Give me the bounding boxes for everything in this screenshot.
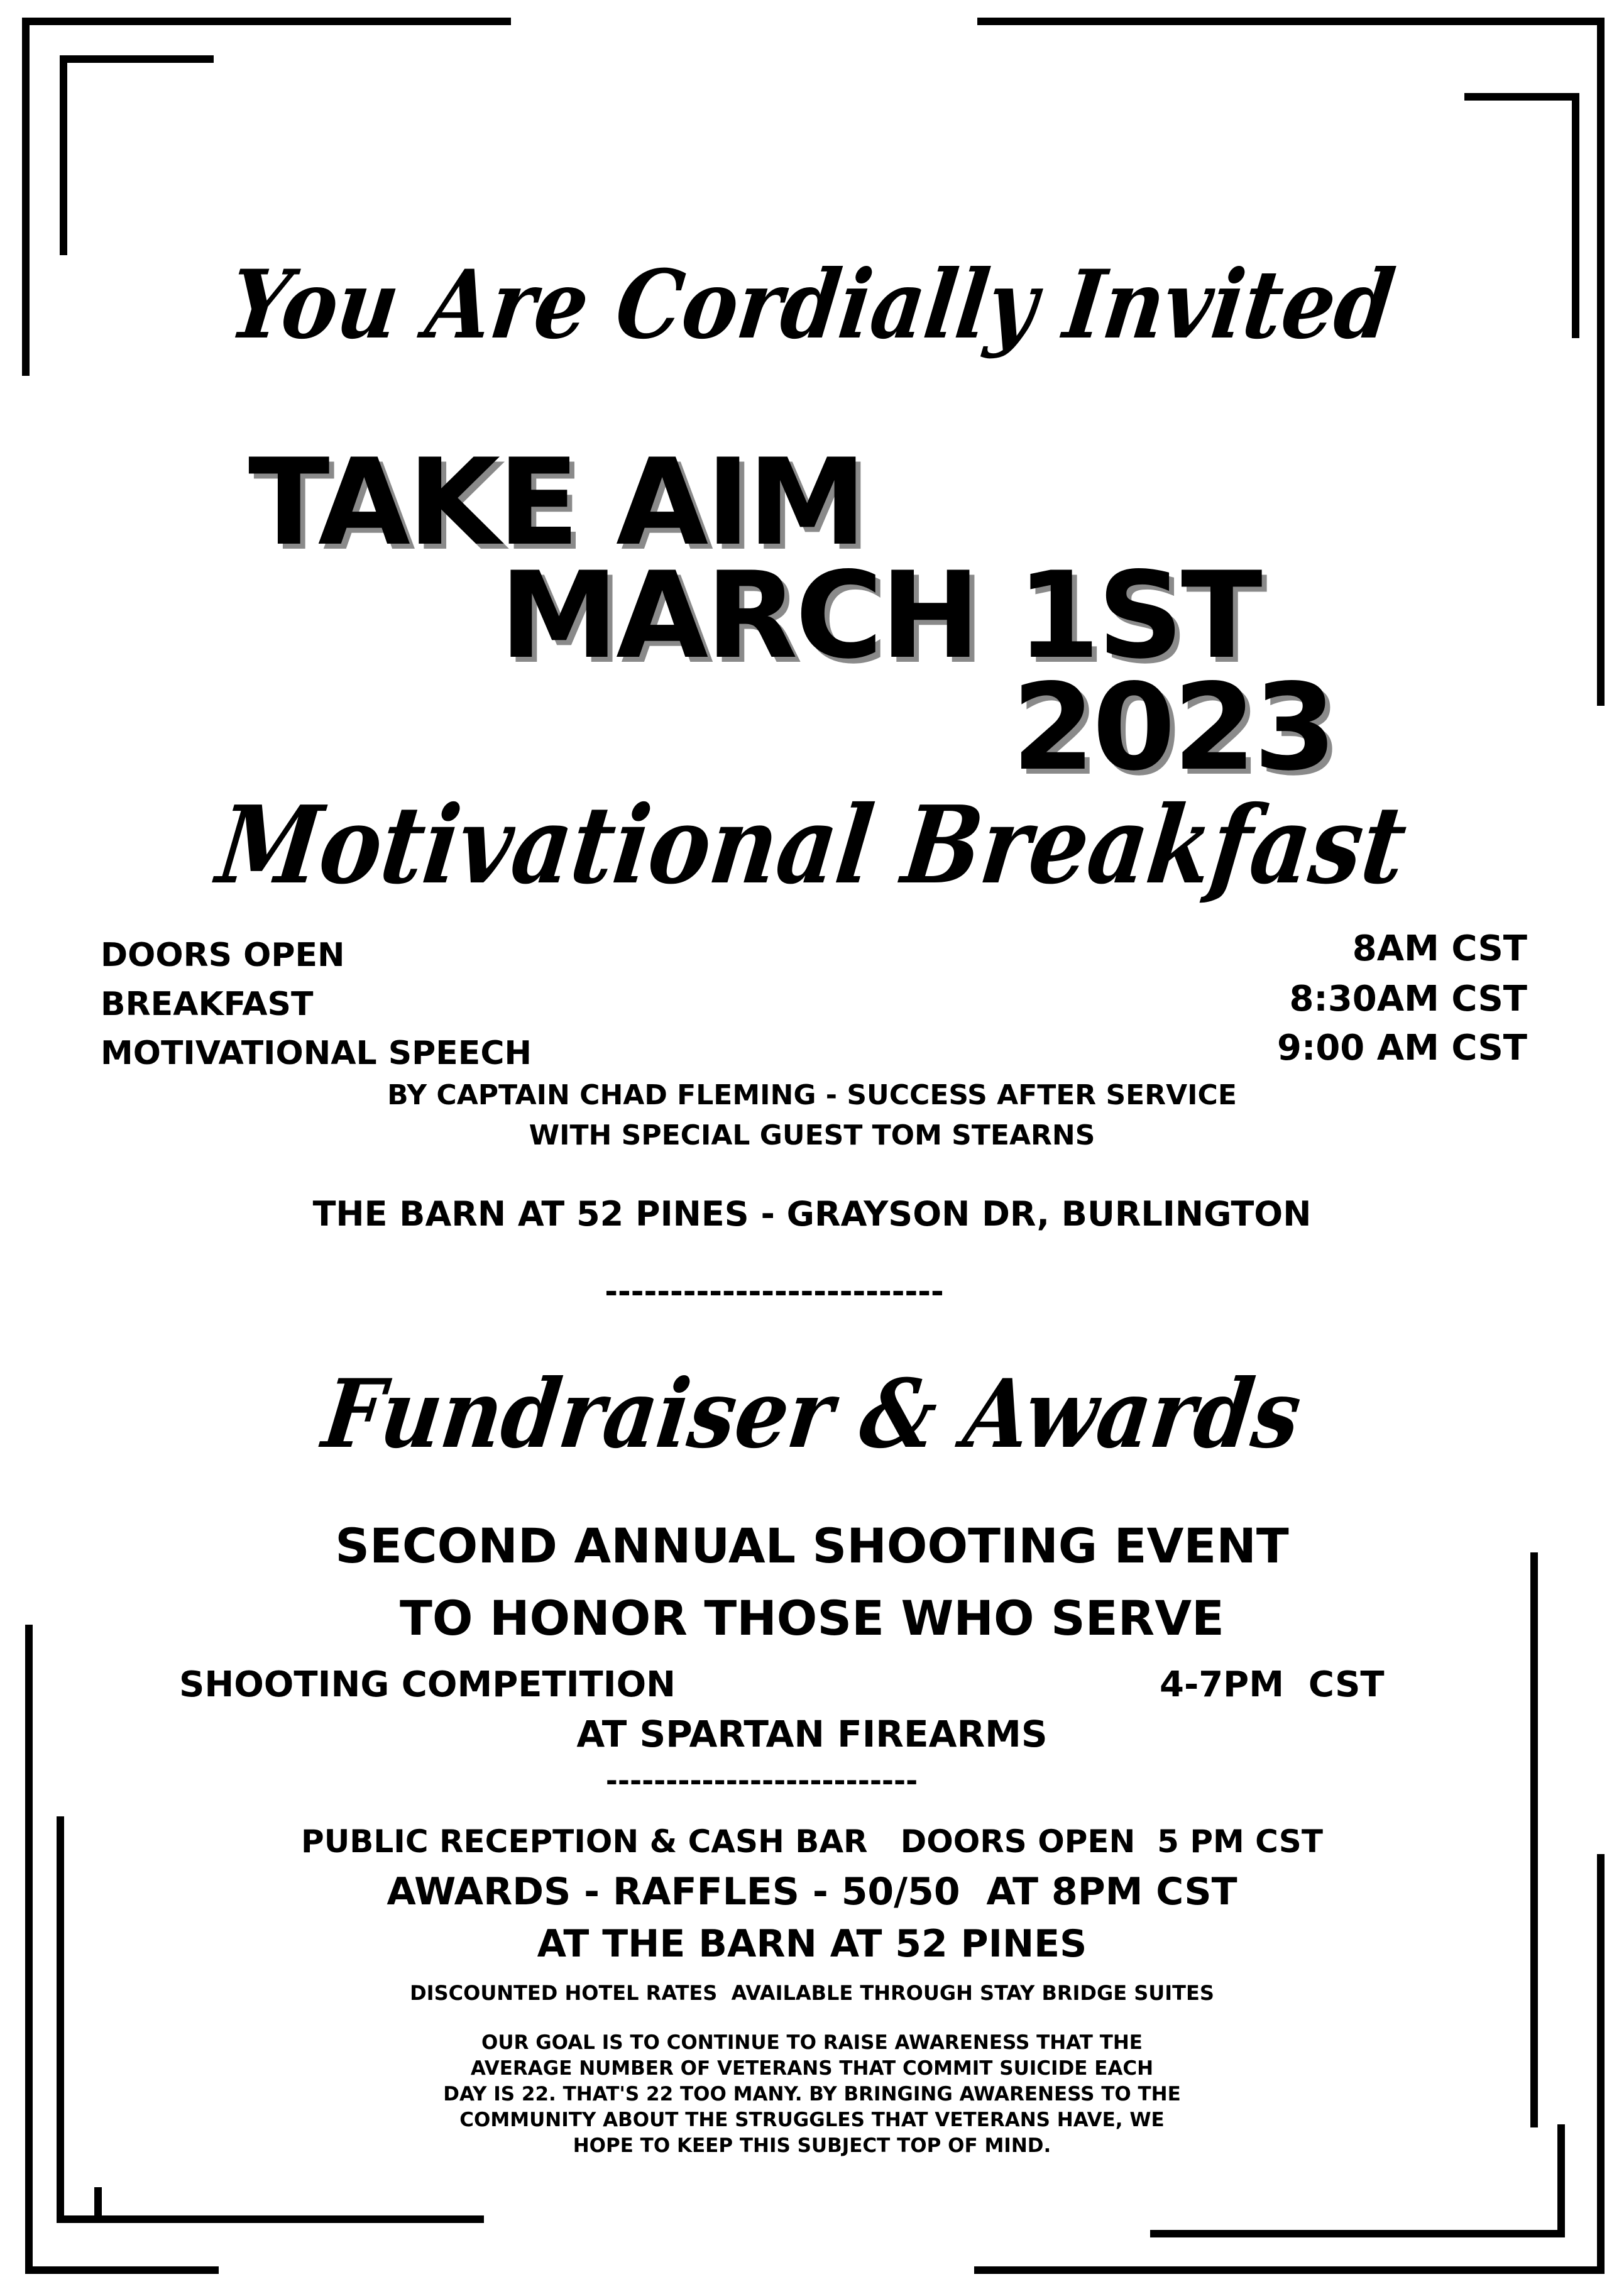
frame-line (1464, 93, 1579, 101)
goal-statement (0, 2030, 1624, 2159)
goal-line: DAY IS 22. THAT'S 22 TOO MANY. BY BRINGING AWARENESS TO THE (443, 2083, 1181, 2105)
title-line-3: 2023 (1012, 658, 1334, 797)
schedule-time-breakfast: 8:30AM CST (1289, 979, 1527, 1019)
frame-line (974, 2266, 1605, 2274)
competition-location: AT SPARTAN FIREARMS (576, 1713, 1048, 1755)
event-line-2: TO HONOR THOSE WHO SERVE (400, 1590, 1224, 1646)
breakfast-venue: THE BARN AT 52 PINES - GRAYSON DR, BURLINGTON (312, 1194, 1312, 1234)
frame-line (94, 2187, 102, 2223)
frame-line (1597, 18, 1605, 706)
divider: -------------------------- (605, 1273, 944, 1310)
guest-line: WITH SPECIAL GUEST TOM STEARNS (529, 1119, 1095, 1151)
title-line-1: TAKE AIM (248, 433, 864, 572)
frame-line (1572, 93, 1579, 338)
goal-line: OUR GOAL IS TO CONTINUE TO RAISE AWARENESS THAT THE (481, 2031, 1143, 2054)
schedule-label-breakfast: BREAKFAST (101, 985, 314, 1023)
frame-line (22, 18, 511, 25)
frame-line (1150, 2230, 1565, 2237)
invitation-heading: You Are Cordially Invited (224, 250, 1400, 360)
frame-line (60, 55, 67, 255)
breakfast-heading: Motivational Breakfast (211, 782, 1413, 908)
title-line-2: MARCH 1ST (500, 546, 1260, 685)
speaker-line: BY CAPTAIN CHAD FLEMING - SUCCESS AFTER SERVICE (387, 1079, 1237, 1111)
schedule-label-speech: MOTIVATIONAL SPEECH (101, 1035, 532, 1072)
reception-line: PUBLIC RECEPTION & CASH BAR DOORS OPEN 5 PM CST (301, 1823, 1323, 1860)
schedule-time-speech: 9:00 AM CST (1276, 1028, 1527, 1068)
divider-2: -------------------------- (605, 1764, 918, 1798)
event-line-1: SECOND ANNUAL SHOOTING EVENT (335, 1518, 1289, 1574)
frame-line (25, 2266, 219, 2274)
schedule-label-doors-open: DOORS OPEN (101, 936, 345, 974)
goal-line: HOPE TO KEEP THIS SUBJECT TOP OF MIND. (573, 2134, 1051, 2157)
goal-line: COMMUNITY ABOUT THE STRUGGLES THAT VETERANS HAVE, WE (459, 2109, 1165, 2131)
schedule-time-doors-open: 8AM CST (1352, 928, 1527, 969)
goal-line: AVERAGE NUMBER OF VETERANS THAT COMMIT SUICIDE EACH (470, 2057, 1154, 2080)
competition-label: SHOOTING COMPETITION (179, 1664, 676, 1705)
awards-location: AT THE BARN AT 52 PINES (537, 1922, 1087, 1966)
frame-line (977, 18, 1605, 25)
awards-line: AWARDS - RAFFLES - 50/50 AT 8PM CST (387, 1870, 1237, 1914)
frame-line (57, 2215, 484, 2223)
competition-time: 4-7PM CST (1160, 1664, 1385, 1705)
frame-line (22, 18, 30, 376)
frame-line (60, 55, 214, 63)
fundraiser-heading: Fundraiser & Awards (317, 1359, 1307, 1469)
hotel-line: DISCOUNTED HOTEL RATES AVAILABLE THROUGH STAY BRIDGE SUITES (410, 1981, 1214, 2005)
